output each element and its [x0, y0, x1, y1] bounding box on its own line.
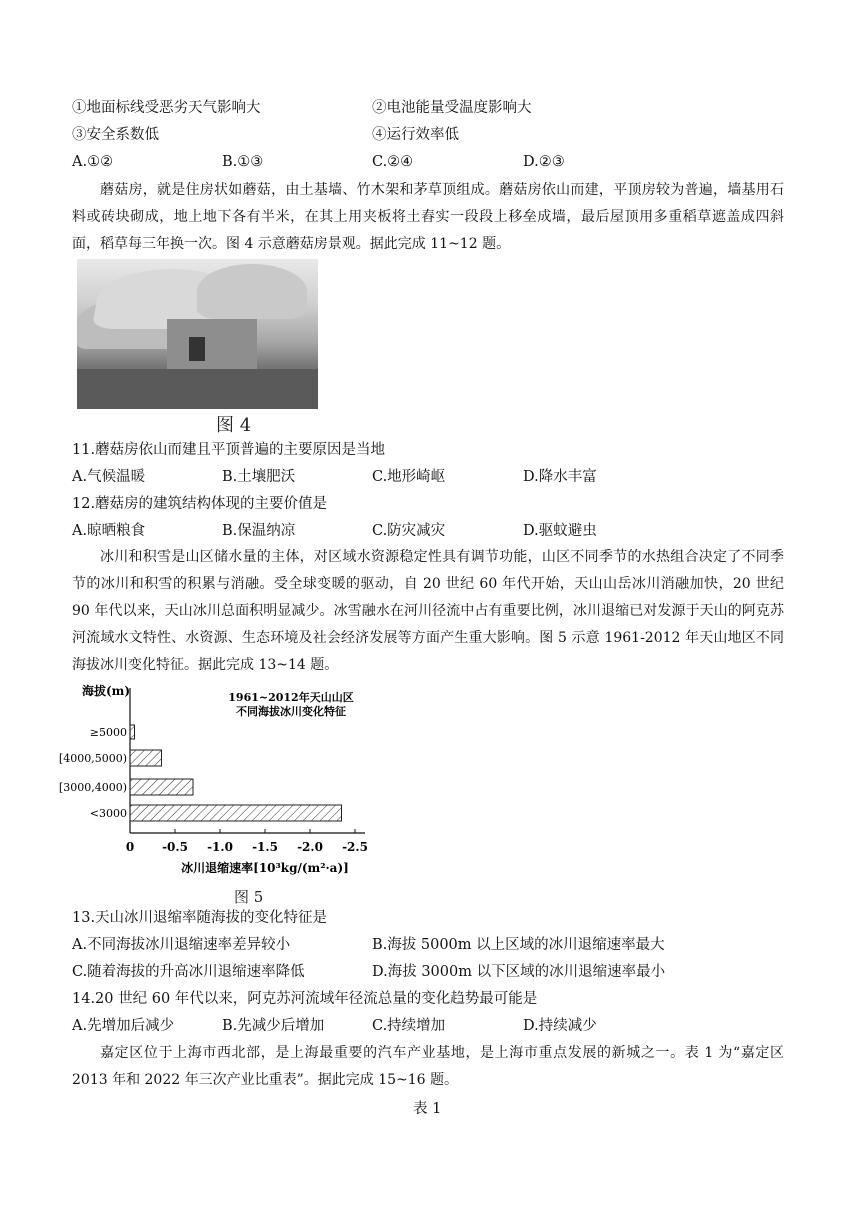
chart-x-axis-label: 冰川退缩速率[10³kg/(m²·a)] [181, 861, 349, 875]
q14-choice-c: C.持续增加 [372, 1018, 446, 1034]
table-1-caption: 表 1 [413, 1101, 442, 1117]
chart-category-label: <3000 [89, 807, 127, 820]
passage-jiading: 嘉定区位于上海市西北部，是上海最重要的汽车产业基地，是上海市重点发展的新城之一。表 1 为“嘉定区 2013 年和 2022 年三次产业比重表”。据此完成 15~16 题。 [72, 1045, 784, 1088]
q11-stem: 11.蘑菇房依山而建且平顶普遍的主要原因是当地 [72, 442, 386, 458]
q13-choice-a: A.不同海拔冰川退缩速率差异较小 [72, 937, 291, 953]
q11-choice-c: C.地形崎岖 [372, 469, 446, 485]
q13-choice-d: D.海拔 3000m 以下区域的冰川退缩速率最小 [372, 964, 666, 980]
chart-category-label: ≥5000 [89, 726, 127, 739]
figure-4-caption: 图 4 [216, 415, 252, 436]
q10-option-4: ④运行效率低 [372, 127, 459, 143]
q10-choice-c: C.②④ [372, 154, 414, 170]
chart-title-line-1: 1961~2012年天山山区 [228, 691, 354, 704]
q14-stem: 14.20 世纪 60 年代以来，阿克苏河流域年径流总量的变化趋势最可能是 [72, 991, 538, 1007]
chart-bar [130, 750, 162, 766]
q10-choice-b: B.①③ [222, 154, 264, 170]
chart-bar [130, 725, 135, 739]
chart-bar [130, 779, 193, 795]
mushroom-house-photo [77, 259, 318, 409]
q10-option-1: ①地面标线受恶劣天气影响大 [72, 100, 261, 116]
q13-choice-c: C.随着海拔的升高冰川退缩速率降低 [72, 964, 305, 980]
chart-bar [130, 805, 342, 821]
q11-choice-d: D.降水丰富 [523, 469, 597, 485]
figure-5-caption: 图 5 [234, 888, 264, 906]
q12-choice-d: D.驱蚊避虫 [523, 523, 597, 539]
q12-stem: 12.蘑菇房的建筑结构体现的主要价值是 [72, 496, 328, 512]
q10-option-3: ③安全系数低 [72, 127, 159, 143]
chart-x-tick-label: -1.5 [252, 840, 278, 854]
q12-choice-c: C.防灾减灾 [372, 523, 446, 539]
chart-x-tick-label: -1.0 [207, 840, 233, 854]
q11-choice-a: A.气候温暖 [72, 469, 146, 485]
chart-category-label: [4000,5000) [58, 752, 127, 765]
chart-y-axis-label: 海拔(m) [82, 684, 131, 698]
chart-x-tick-label: -0.5 [162, 840, 188, 854]
q11-choice-b: B.土壤肥沃 [222, 469, 296, 485]
passage-glacier: 冰川和积雪是山区储水量的主体，对区域水资源稳定性具有调节功能，山区不同季节的水热组合决定了不同季节的冰川和积雪的积累与消融。受全球变暖的驱动，自 20 世纪 60 年代开始，天山山岳冰川消融加快，20 世纪 90 年代以来，天山冰川总面积明显减少。冰雪融水在河川径流中占有重要比例，冰川退缩已对发源于天山的阿克苏河流域水文特性、水资源、生态环境及社会经济发展等方面产生重大影响。图 5 示意 1961-2012 年天山地区不同海拔冰川变化特征。据此完成 13~14 题。 [72, 549, 784, 673]
q13-choice-b: B.海拔 5000m 以上区域的冰川退缩速率最大 [372, 937, 665, 953]
chart-x-tick-label: -2.5 [342, 840, 368, 854]
q14-choice-b: B.先减少后增加 [222, 1018, 325, 1034]
q10-option-2: ②电池能量受温度影响大 [372, 100, 532, 116]
chart-x-tick-label: -2.0 [297, 840, 323, 854]
passage-mushroom-house: 蘑菇房，就是住房状如蘑菇，由土基墙、竹木架和茅草顶组成。蘑菇房依山而建，平顶房较为普遍，墙基用石料或砖块砌成，地上地下各有半米，在其上用夹板将土舂实一段段上移垒成墙，最后屋顶用多重稻草遮盖成四斜面，稻草每三年换一次。图 4 示意蘑菇房景观。据此完成 11~12 题。 [72, 182, 784, 252]
q12-choice-b: B.保温纳凉 [222, 523, 296, 539]
q10-choice-d: D.②③ [523, 154, 565, 170]
q10-choice-a: A.①② [72, 154, 114, 170]
chart-x-tick-label: 0 [125, 840, 135, 854]
chart-title-line-2: 不同海拔冰川变化特征 [236, 705, 346, 718]
q14-choice-d: D.持续减少 [523, 1018, 597, 1034]
glacier-retreat-chart [58, 680, 370, 880]
q13-stem: 13.天山冰川退缩率随海拔的变化特征是 [72, 910, 328, 926]
q14-choice-a: A.先增加后减少 [72, 1018, 175, 1034]
q12-choice-a: A.晾晒粮食 [72, 523, 146, 539]
chart-category-label: [3000,4000) [58, 781, 127, 794]
